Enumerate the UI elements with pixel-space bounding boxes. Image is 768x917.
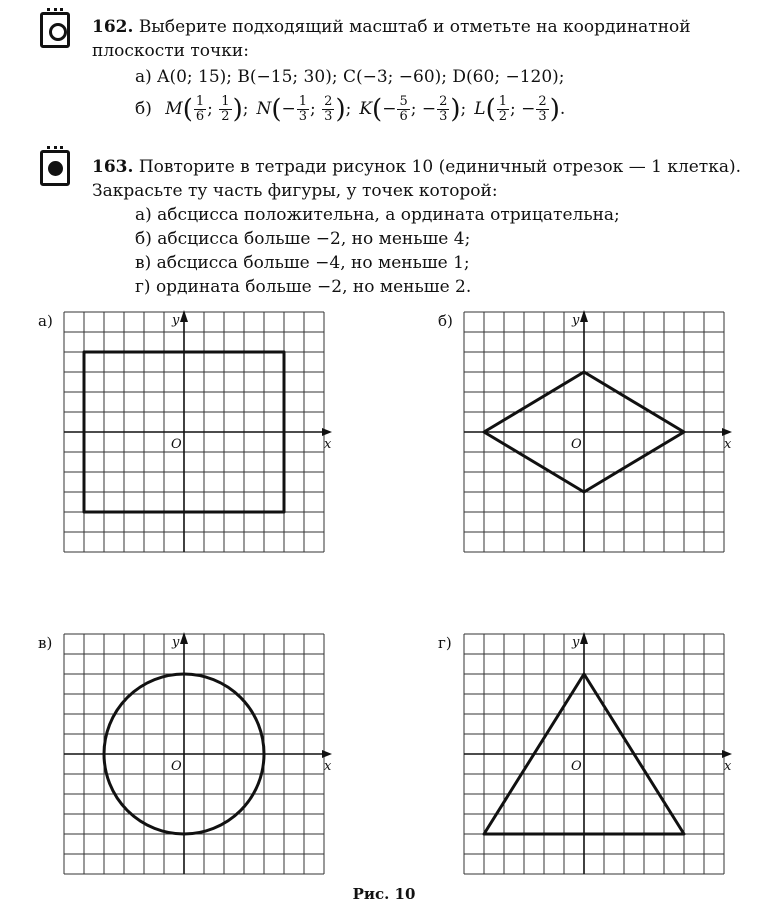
point-name: L [474,99,486,119]
problem-163-text-line1: Повторите в тетради рисунок 10 (единичный отрезок — 1 клетка). [138,157,742,177]
fraction-y [437,95,449,124]
numerator: 1 [195,94,205,109]
numerator: 1 [298,94,308,109]
problem-162-badge-icon [40,12,70,48]
separator: ; [510,99,522,119]
paren-close: ) [450,94,461,125]
panel-b-label: б) [438,312,453,330]
origin-label: O [571,759,582,774]
separator: ; [310,99,322,119]
y-axis-label: y [572,635,580,650]
problem-162-part-a: а) A(0; 15); B(−15; 30); C(−3; −60); D(60; −120); [135,67,565,87]
fraction-x [397,95,409,124]
problem-163-badge-icon [40,150,70,186]
point-name: K [359,99,373,119]
x-axis-label: x [324,437,332,452]
fraction-x [497,95,509,124]
denominator: 2 [221,109,230,124]
x-axis-arrow-icon [322,750,332,758]
fraction-x [297,95,309,124]
end-mark: . [559,99,566,119]
origin-label: O [171,437,182,452]
separator: ; [207,99,219,119]
fraction-y [536,95,548,124]
figure-caption: Рис. 10 [352,885,416,903]
paren-open: ( [485,94,496,125]
x-axis-label: x [724,437,732,452]
problem-163-item-a: а) абсцисса положительна, а ордината отрицательна; [135,205,620,225]
problem-163-item-c: в) абсцисса больше −4, но меньше 1; [135,253,470,273]
x-axis-label: x [324,759,332,774]
panel-d-label: г) [438,634,452,652]
x-axis-label: x [724,759,732,774]
panel-c-label: в) [38,634,53,652]
problem-162-part-b-prefix: б) [135,99,152,119]
y-axis-label: y [572,313,580,328]
x-axis-arrow-icon [322,428,332,436]
problem-163-item-b: б) абсцисса больше −2, но меньше 4; [135,229,471,249]
figure-a-grid [62,310,332,555]
numerator: 5 [399,94,408,109]
numerator: 1 [221,94,230,109]
numerator: 2 [324,94,333,109]
sign: − [421,99,437,119]
numerator: 2 [439,94,448,109]
denominator: 3 [324,109,333,124]
problem-163-item-d: г) ордината больше −2, но меньше 2. [135,277,472,297]
problem-162-text-line2: плоскости точки: [92,41,249,61]
figure-d-grid [462,632,732,877]
problem-163-number: 163. [92,157,134,177]
denominator: 3 [298,109,308,124]
denominator: 3 [439,109,448,124]
point-M [165,94,249,125]
point-name: N [256,99,272,119]
fraction-x [194,95,206,124]
paren-close: ) [232,94,243,125]
problem-162-text-line1: Выберите подходящий масштаб и отметьте на координатной [138,17,691,37]
origin-label: O [571,437,582,452]
end-mark: ; [460,99,467,119]
point-name: M [165,99,183,119]
paren-open: ( [182,94,193,125]
origin-label: O [171,759,182,774]
sign: − [382,99,397,119]
fraction-y [322,95,334,124]
x-axis-arrow-icon [722,750,732,758]
problem-163-text-line2: Закрасьте ту часть фигуры, у точек которой: [92,181,498,201]
point-K [359,94,467,125]
sign: − [521,99,536,119]
denominator: 6 [195,109,205,124]
problem-162-part-b [135,92,565,127]
paren-close: ) [549,94,560,125]
figure-c-grid [62,632,332,877]
point-L [474,94,566,125]
numerator: 2 [538,94,547,109]
end-mark: ; [345,99,352,119]
separator: ; [410,99,422,119]
paren-close: ) [335,94,346,125]
denominator: 3 [538,109,547,124]
denominator: 2 [498,109,508,124]
panel-a-label: а) [38,312,53,330]
numerator: 1 [498,94,508,109]
problem-162-number: 162. [92,17,134,37]
x-axis-arrow-icon [722,428,732,436]
y-axis-label: y [172,635,180,650]
paren-open: ( [271,94,282,125]
end-mark: ; [242,99,249,119]
fraction-y [219,95,231,124]
figure-b-grid [462,310,732,555]
denominator: 6 [399,109,408,124]
sign: − [281,99,296,119]
paren-open: ( [372,94,383,125]
y-axis-label: y [172,313,180,328]
point-N [256,94,352,125]
